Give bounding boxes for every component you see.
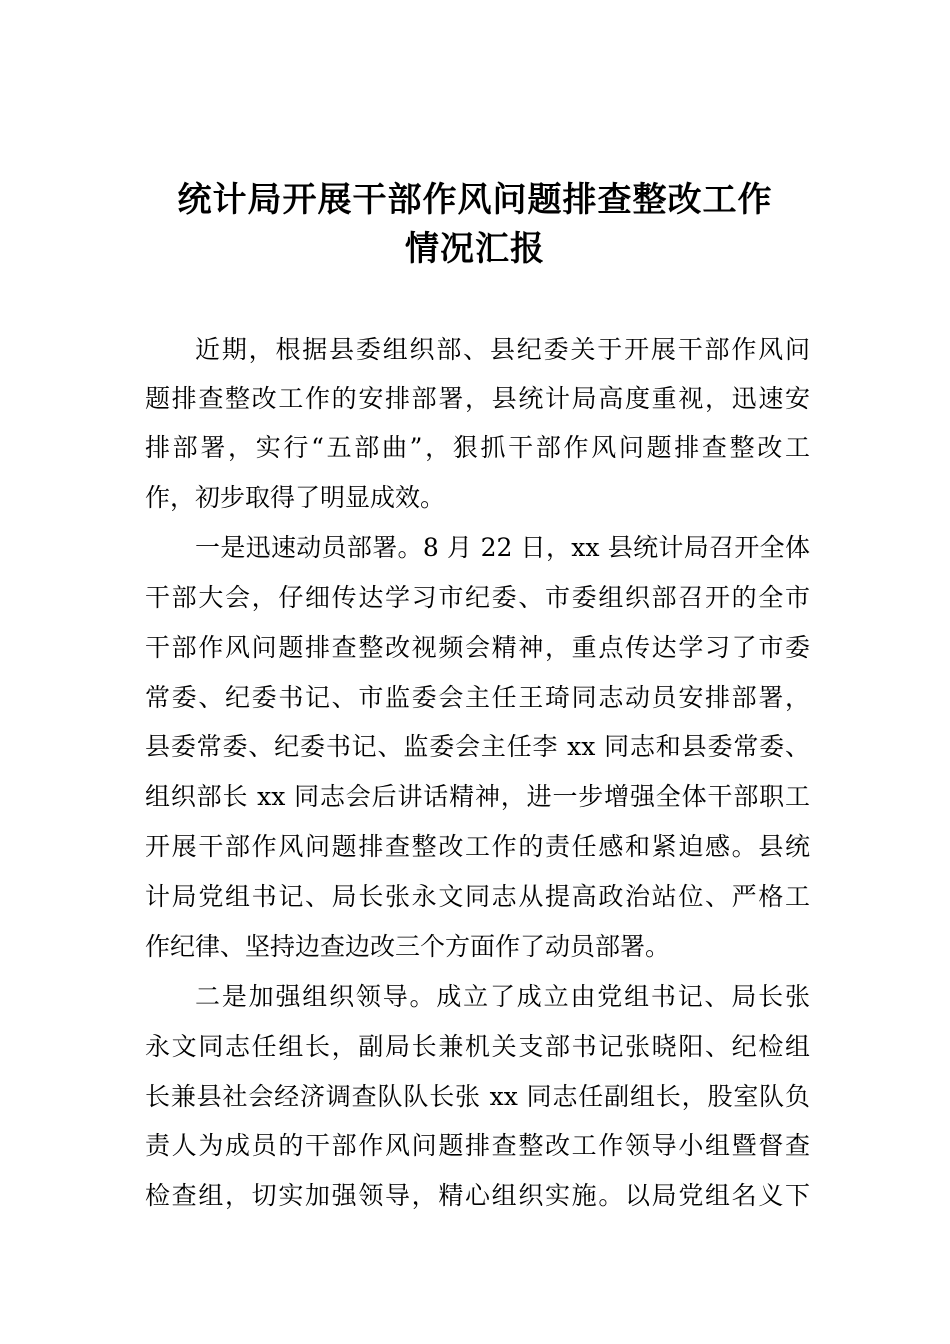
paragraph-line: 检查组，切实加强领导，精心组织实施。以局党组名义下 (145, 1181, 810, 1210)
document-title-line-1: 统计局开展干部作风问题排查整改工作 (177, 180, 773, 220)
paragraph-line: 组织部长 xx 同志会后讲话精神，进一步增强全体干部职工 (145, 782, 810, 811)
paragraph-line: 题排查整改工作的安排部署，县统计局高度重视，迅速安 (145, 384, 810, 413)
paragraph-line: 县委常委、纪委书记、监委会主任李 xx 同志和县委常委、 (145, 732, 810, 761)
paragraph-line: 作，初步取得了明显成效。 (145, 483, 446, 512)
paragraph-line: 计局党组书记、局长张永文同志从提高政治站位、严格工 (145, 882, 810, 911)
paragraph-line: 永文同志任组长，副局长兼机关支部书记张晓阳、纪检组 (145, 1032, 810, 1061)
paragraph-line: 排部署，实行“五部曲”，狠抓干部作风问题排查整改工 (145, 433, 810, 462)
paragraph-line: 常委、纪委书记、市监委会主任王琦同志动员安排部署， (145, 683, 810, 712)
paragraph-line: 二是加强组织领导。成立了成立由党组书记、局长张 (195, 982, 810, 1011)
paragraph-line: 长兼县社会经济调查队队长张 xx 同志任副组长，股室队负 (145, 1082, 810, 1111)
paragraph-line: 责人为成员的干部作风问题排查整改工作领导小组暨督查 (145, 1131, 810, 1160)
paragraph-line: 干部大会，仔细传达学习市纪委、市委组织部召开的全市 (145, 583, 810, 612)
paragraph-line: 作纪律、坚持边查边改三个方面作了动员部署。 (145, 932, 671, 961)
paragraph-line: 一是迅速动员部署。8 月 22 日，xx 县统计局召开全体 (195, 533, 810, 562)
document-title-line-2: 情况汇报 (405, 229, 545, 269)
paragraph-line: 干部作风问题排查整改视频会精神，重点传达学习了市委 (145, 633, 810, 662)
paragraph-line: 开展干部作风问题排查整改工作的责任感和紧迫感。县统 (145, 832, 810, 861)
paragraph-line: 近期，根据县委组织部、县纪委关于开展干部作风问 (195, 335, 810, 364)
